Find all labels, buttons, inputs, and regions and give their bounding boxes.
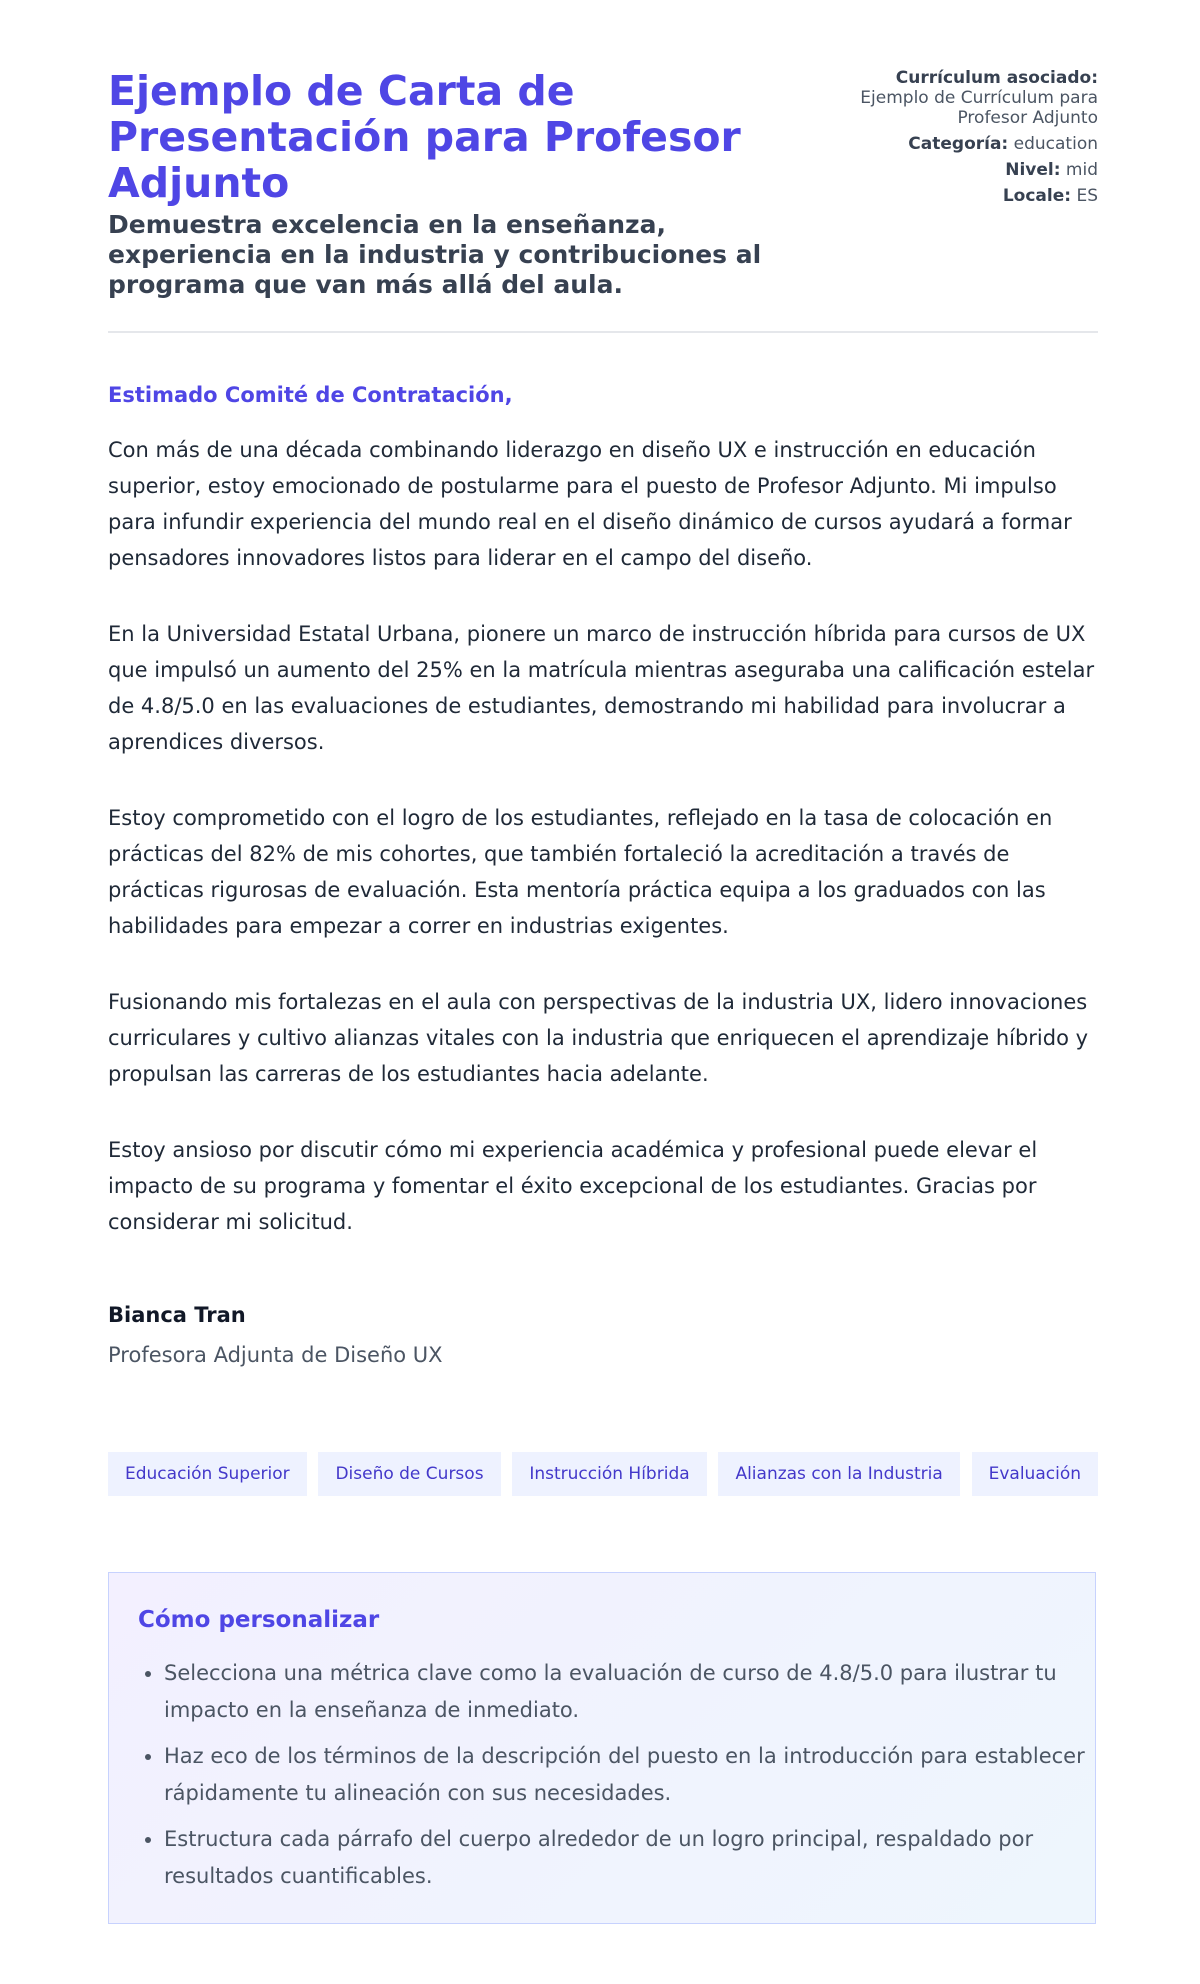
tips-title: Cómo personalizar xyxy=(138,1607,380,1633)
letter-body xyxy=(108,380,1098,1370)
letter-paragraph: Estoy comprometido con el logro de los estudiantes, reflejado en la tasa de colocación en prácticas del 82% de mis cohortes, que también fortaleció la acreditación a través de prácticas rigurosas de evaluación. Esta mentoría práctica equipa a los graduados con las habilidades para empezar a correr en industrias exigentes. xyxy=(108,806,1053,938)
tag-list xyxy=(108,1452,1098,1496)
tag-chip: Diseño de Cursos xyxy=(318,1452,500,1496)
letter-paragraph: Con más de una década combinando liderazgo en diseño UX e instrucción en educación superior, estoy emocionado de postularme para el puesto de Profesor Adjunto. Mi impulso para infundir experiencia del mundo real en el diseño dinámico de cursos ayudará a formar pensadores innovadores listos para liderar en el campo del diseño. xyxy=(108,438,1072,570)
metadata-panel xyxy=(838,68,1098,212)
meta-resume xyxy=(838,68,1098,128)
page-subtitle: Demuestra excelencia en la enseñanza, experiencia en la industria y contribuciones al programa que van más allá del aula. xyxy=(108,210,762,299)
signature-name: Bianca Tran xyxy=(108,1303,246,1327)
tag-chip: Alianzas con la Industria xyxy=(718,1452,959,1496)
meta-resume-value: Ejemplo de Currículum para Profesor Adjunto xyxy=(860,88,1098,128)
header-divider xyxy=(108,331,1098,333)
letter-salutation: Estimado Comité de Contratación, xyxy=(108,383,513,407)
tag-chip: Instrucción Híbrida xyxy=(512,1452,706,1496)
tip-item: • Haz eco de los términos de la descripción del puesto en la introducción para establecer rápidamente tu alineación con sus necesidades. xyxy=(164,1738,1094,1812)
letter-paragraph: En la Universidad Estatal Urbana, pionere un marco de instrucción híbrida para cursos de UX que impulsó un aumento del 25% en la matrícula mientras aseguraba una calificación estelar de 4.8/5.0 en las evaluaciones de estudiantes, demostrando mi habilidad para involucrar a aprendices diversos. xyxy=(108,622,1095,754)
meta-locale-value: ES xyxy=(1076,186,1098,206)
tag-chip: Educación Superior xyxy=(108,1452,307,1496)
letter-paragraph: Estoy ansioso por discutir cómo mi experiencia académica y profesional puede elevar el impacto de su programa y fomentar el éxito excepcional de los estudiantes. Gracias por considerar mi solicitud. xyxy=(108,1138,1038,1234)
tip-item: • Estructura cada párrafo del cuerpo alrededor de un logro principal, respaldado por resultados cuantificables. xyxy=(164,1821,1094,1895)
meta-level-label: Nivel: xyxy=(1005,160,1061,180)
meta-locale xyxy=(838,186,1098,206)
tips-list xyxy=(138,1655,1094,1904)
customization-tips-box xyxy=(108,1572,1096,1924)
meta-category-value: education xyxy=(1013,134,1098,154)
meta-category-label: Categoría: xyxy=(908,134,1009,154)
tip-item: • Selecciona una métrica clave como la evaluación de curso de 4.8/5.0 para ilustrar tu impacto en la enseñanza de inmediato. xyxy=(164,1655,1094,1729)
signature-role: Profesora Adjunta de Diseño UX xyxy=(108,1343,443,1367)
meta-level-value: mid xyxy=(1065,160,1098,180)
page-header xyxy=(108,68,1098,300)
page-title: Ejemplo de Carta de Presentación para Profesor Adjunto xyxy=(108,67,741,207)
meta-level xyxy=(838,160,1098,180)
meta-category xyxy=(838,134,1098,154)
letter-paragraph: Fusionando mis fortalezas en el aula con perspectivas de la industria UX, lidero innovaciones curriculares y cultivo alianzas vitales con la industria que enriquecen el aprendizaje híbrido y propulsan las carreras de los estudiantes hacia adelante. xyxy=(108,990,1089,1086)
meta-resume-label: Currículum asociado: xyxy=(895,68,1098,88)
tag-chip: Evaluación xyxy=(972,1452,1098,1496)
meta-locale-label: Locale: xyxy=(1002,186,1072,206)
